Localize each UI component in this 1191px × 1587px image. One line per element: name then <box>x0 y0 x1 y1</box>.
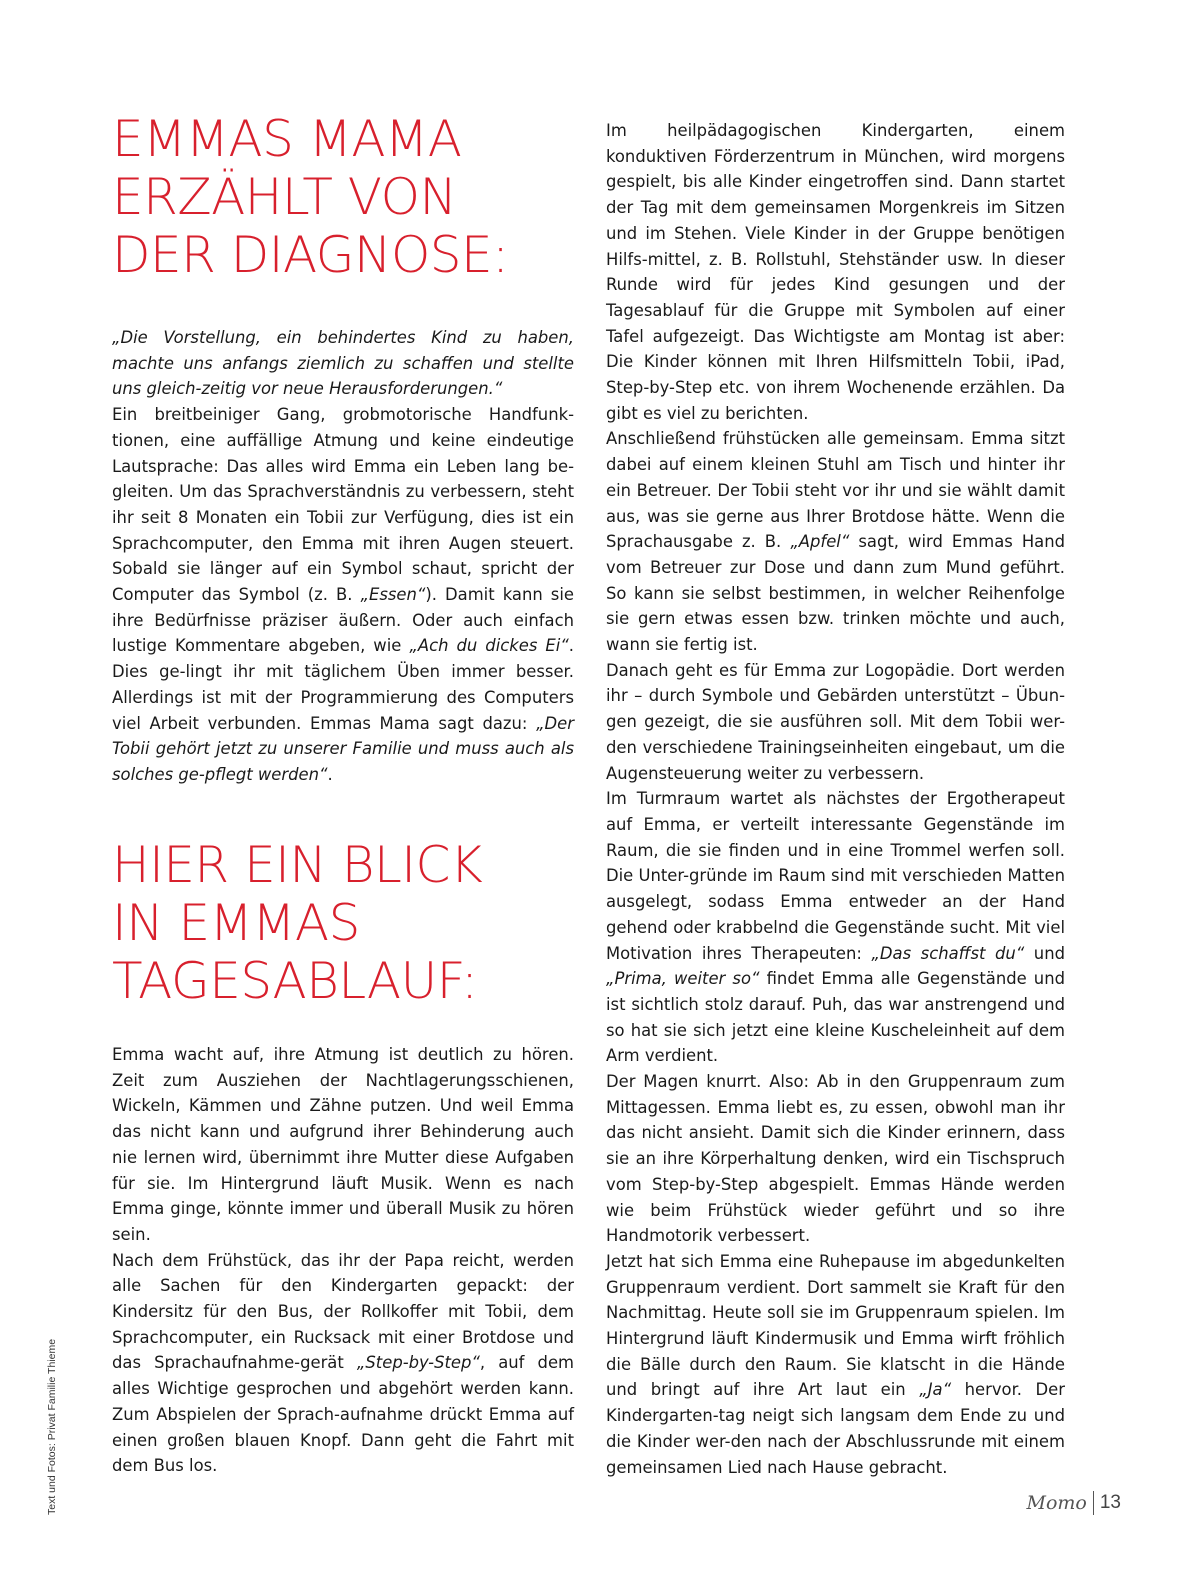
page-number: 13 <box>1099 1492 1121 1513</box>
heading-line: ERZÄHLT VON <box>112 168 457 226</box>
heading-line: EMMAS MAMA <box>112 110 462 168</box>
paragraph: Danach geht es für Emma zur Logopädie. Dort werden ihr – durch Symbole und Gebärden unterstützt – Übun-gen gezeigt, die sie ausführen soll. Mit dem Tobii wer-den verschiedene Trainingseinheiten eingebaut, um die Augensteuerung weiter zu verbessern. <box>606 660 1065 783</box>
footer-divider <box>1093 1491 1094 1515</box>
page-footer <box>1027 1491 1122 1515</box>
photo-credit: Text und Fotos: Privat Familie Thieme <box>46 1338 58 1515</box>
paragraph: Emma wacht auf, ihre Atmung ist deutlich zu hören. Zeit zum Ausziehen der Nachtlagerungsschienen, Wickeln, Kämmen und Zähne putzen. Und weil Emma das nicht kann und aufgrund ihrer Behinderung auch nie lernen wird, übernimmt ihre Mutter diese Aufgaben für sie. Im Hintergrund läuft Musik. Wenn es nach Emma ginge, könnte immer und überall Musik zu hören sein. <box>112 1045 574 1244</box>
intro-section <box>112 325 574 788</box>
paragraph: Im Turmraum wartet als nächstes der Ergotherapeut auf Emma, er verteilt interessante Gegenstände im Raum, die sie finden und in eine Trommel werfen soll. Die Unter-gründe im Raum sind mit verschieden Matten ausgelegt, sodass Emma entweder an der Hand gehend oder krabbelnd die Gegenstände sucht. Mit viel Motivation ihres Therapeuten: „Das schaffst du“ und „Prima, weiter so“ findet Emma alle Gegenstände und ist sichtlich stolz darauf. Puh, das war anstrengend und so hat sie sich jetzt eine kleine Kuscheleinheit auf dem Arm verdient. <box>606 789 1065 1066</box>
intro-paragraph: Ein breitbeiniger Gang, grobmotorische Handfunk-tionen, eine auffällige Atmung und keine eindeutige Lautsprache: Das alles wird Emma ein Leben lang be-gleiten. Um das Sprachverständnis zu verbessern, steht ihr seit 8 Monaten ein Tobii zur Verfügung, dies ist ein Sprachcomputer, den Emma mit ihren Augen steuert. Sobald sie länger auf ein Symbol schaut, spricht der Computer das Symbol (z. B. „Essen“). Damit kann sie ihre Bedürfnisse präziser äußern. Oder auch einfach lustige Kommentare abgeben, wie „Ach du dickes Ei“. Dies ge-lingt ihr mit täglichem Üben immer besser. Allerdings ist mit der Programmierung des Computers viel Arbeit verbunden. Emmas Mama sagt dazu: „Der Tobii gehört jetzt zu unserer Familie und muss auch als solches ge-pflegt werden“. <box>112 405 575 784</box>
heading-line: HIER EIN BLICK <box>112 836 483 894</box>
paragraph: Der Magen knurrt. Also: Ab in den Gruppenraum zum Mittagessen. Emma liebt es, zu essen, obwohl man ihr das nicht ansieht. Damit sich die Kinder erinnern, dass sie an ihre Körperhaltung denken, wird ein Tischspruch vom Step-by-Step abgespielt. Emmas Hände werden wie beim Frühstück wieder geführt und so ihre Handmotorik verbessert. <box>606 1072 1065 1246</box>
paragraph: Anschließend frühstücken alle gemeinsam. Emma sitzt dabei auf einem kleinen Stuhl am Tisch und hinter ihr ein Betreuer. Der Tobii steht vor ihr und sie wählt damit aus, was sie gerne aus Ihrer Brotdose hätte. Wenn die Sprachausgabe z. B. „Apfel“ sagt, wird Emmas Hand vom Betreuer zur Dose und dann zum Mund geführt. So kann sie selbst bestimmen, in welcher Reihenfolge sie gern etwas essen bzw. trinken möchte und auch, wann sie fertig ist. <box>606 429 1065 655</box>
heading-diagnose <box>112 110 582 284</box>
heading-line: TAGESABLAUF: <box>112 952 478 1010</box>
tagesablauf-right <box>606 118 1065 1480</box>
paragraph: Im heilpädagogischen Kindergarten, einem konduktiven Förderzentrum in München, wird morgens gespielt, bis alle Kinder eingetroffen sind. Dann startet der Tag mit dem gemeinsamen Morgenkreis im Sitzen und im Stehen. Viele Kinder in der Gruppe benötigen Hilfs-mittel, z. B. Rollstuhl, Stehständer usw. In dieser Runde wird für jedes Kind gesungen und der Tagesablauf für die Gruppe mit Symbolen auf einer Tafel aufgezeigt. Das Wichtigste am Montag ist aber: Die Kinder können mit Ihren Hilfsmitteln Tobii, iPad, Step-by-Step etc. von ihrem Wochenende erzählen. Da gibt es viel zu berichten. <box>606 121 1065 423</box>
intro-quote: „Die Vorstellung, ein behindertes Kind zu haben, machte uns anfangs ziemlich zu schaffen und stellte uns gleich-zeitig vor neue Herausforderungen.“ <box>112 328 574 399</box>
magazine-name: Momo <box>1026 1492 1087 1514</box>
tagesablauf-left <box>112 1042 574 1479</box>
paragraph: Nach dem Frühstück, das ihr der Papa reicht, werden alle Sachen für den Kindergarten gepackt: der Kindersitz für den Bus, der Rollkoffer mit Tobii, dem Sprachcomputer, ein Rucksack mit einer Brotdose und das Sprachaufnahme-gerät „Step-by-Step“, auf dem alles Wichtige gesprochen und abgehört werden kann. Zum Abspielen der Sprach-aufnahme drückt Emma auf einen großen blauen Knopf. Dann geht die Fahrt mit dem Bus los. <box>112 1250 574 1476</box>
heading-line: IN EMMAS <box>112 894 360 952</box>
heading-line: DER DIAGNOSE: <box>112 226 509 284</box>
heading-tagesablauf <box>112 836 582 1010</box>
paragraph: Jetzt hat sich Emma eine Ruhepause im abgedunkelten Gruppenraum verdient. Dort sammelt sie Kraft für den Nachmittag. Heute soll sie im Gruppenraum spielen. Im Hintergrund läuft Kindermusik und Emma wirft fröhlich die Bälle durch den Raum. Sie klatscht in die Hände und bringt auf ihre Art laut ein „Ja“ hervor. Der Kindergarten-tag neigt sich langsam dem Ende zu und die Kinder wer-den nach der Abschlussrunde mit einem gemeinsamen Lied nach Hause gebracht. <box>606 1251 1065 1477</box>
